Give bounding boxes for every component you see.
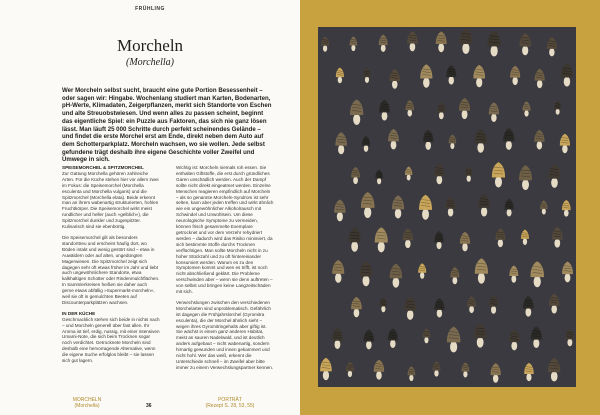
morel-mushroom — [321, 36, 329, 51]
morel-mushroom — [548, 358, 560, 382]
morel-mushroom — [434, 298, 444, 317]
footer-left-subtitle: (Morchella) — [74, 403, 100, 409]
footer-right-title: PORTRÄT — [218, 397, 242, 403]
morel-mushroom — [549, 294, 559, 314]
morel-mushroom — [547, 37, 557, 56]
morel-mushroom — [552, 227, 563, 248]
morel-mushroom — [334, 199, 345, 221]
section-heading-species: SPEISEMORCHEL & SPITZMORCHEL — [62, 165, 144, 170]
footer-left — [62, 397, 112, 409]
section-heading-kitchen: IN DER KÜCHE — [62, 310, 96, 316]
morel-mushroom — [375, 169, 383, 184]
morel-mushroom — [487, 31, 501, 57]
body-paragraph: Zur Gattung Morchella gehören zahlreiche Arten. Für die Küche stehen hier vor allem zwei im Fokus: die Speisemorchel (Morchella esculenta und Morchella vulgaris) und die Spitzmorchel (Morchella elata). Beide erkennt man an ihrem wabenartig strukturierten, hohlen Fruchtkörper. Die Speisemorchel wirkt meist rundlicher und heller (auch »gelblich«), die Spitzmorchel dunkler und zugespitzter. Kulinarisch sind sie ebenbürtig. — [62, 170, 159, 230]
section-label: FRÜHLING — [135, 6, 165, 12]
morel-mushroom — [374, 360, 384, 380]
morel-mushroom — [467, 296, 476, 313]
morel-mushroom — [351, 167, 360, 184]
morel-mushroom — [434, 231, 443, 249]
morel-mushroom — [407, 366, 415, 381]
morel-mushroom — [332, 260, 344, 283]
morel-mushroom — [364, 329, 374, 349]
morel-mushroom — [474, 129, 486, 153]
morel-mushroom — [473, 65, 485, 87]
morel-mushroom — [405, 166, 412, 180]
morel-mushroom — [390, 69, 400, 89]
morel-mushroom — [510, 66, 520, 85]
morel-mushroom — [419, 195, 432, 220]
morel-mushroom — [491, 363, 501, 383]
morel-mushroom — [478, 194, 490, 216]
morel-mushroom — [420, 64, 432, 87]
morel-mushroom — [519, 165, 532, 190]
page-subtitle: (Morchella) — [126, 57, 174, 68]
morel-mushroom — [348, 227, 361, 251]
footer-left-title: MORCHELN — [72, 397, 102, 403]
morel-mushroom — [475, 258, 488, 283]
morel-mushroom — [565, 329, 574, 347]
morel-mushroom — [461, 362, 469, 377]
morel-mushroom — [320, 358, 332, 380]
morel-mushroom — [388, 328, 398, 348]
body-paragraph: Wichtig ist: Morcheln niemals roh essen. Sie enthalten Giftstoffe, die erst durch gründliches Garen unschädlich werden. Auch der Dampf sollte nicht direkt eingeatmet werden. Einzelne Menschen reagieren empfindlich auf Morcheln – als so genannte Morcheln-Syndrom ist sehr selten, kann aber jeden treffen und wirkt ähnlich wie ein ungewöhnlicher Alkoholrausch mit Schwindel und Unwohlsein. Um diese neurologische Symptome zu vermeiden, können frisch gesammelte Exemplare getrocknet und vor dem Verzehr rehydriert werden – dadurch wird das Risiko minimiert, da sich bestimmte Stoffe durchs Trocknen verflüchtigen. Man sollte Morcheln nicht in zu hoher Stückzahl und zu oft hintereinander konsumiert werden. Warum es zu den Symptomen kommt und wen es trifft, ist noch nicht abschließend geklärt. Die Probleme verschwinden aber – wenn sie denn auftreten – von selbst und bringen keine Langzeitschäden mit sich. — [176, 165, 274, 295]
morel-mushroom — [361, 192, 375, 218]
text-column-left — [62, 165, 160, 369]
body-paragraph: Geschmacklich stehen sich beide in nichts nach – und Morcheln generell über fast allen. Ihr Aroma ist tief, erdig, nussig, mit einer intensiven Umami-Note, die sich beim Trocknen sogar noch verdichtet. Getrocknete Morcheln sind deshalb eine hervorragende Alternative, wenn die eigene Suche erfolglos bleibt – sie lassen sich gut lagern. — [62, 316, 160, 364]
morel-mushroom — [459, 28, 472, 54]
morel-mushroom — [390, 264, 402, 288]
morel-mushroom — [459, 98, 470, 119]
morel-mushroom — [407, 31, 417, 51]
morel-mushroom — [561, 63, 573, 86]
morel-mushroom — [405, 100, 414, 117]
morel-mushroom — [362, 136, 370, 152]
morel-mushroom — [432, 361, 440, 377]
morel-mushroom — [509, 329, 520, 350]
morel-mushroom — [489, 296, 498, 314]
morel-mushroom — [521, 230, 529, 245]
morel-mushroom — [434, 164, 445, 185]
morel-mushroom — [562, 262, 573, 283]
morel-mushroom — [346, 362, 354, 377]
morel-mushroom — [350, 99, 363, 125]
morel-mushroom — [530, 261, 544, 287]
morel-mushroom — [445, 197, 455, 217]
morel-mushroom — [450, 267, 459, 284]
morel-mushroom — [359, 261, 372, 286]
morel-mushroom — [523, 101, 531, 116]
morel-mushroom — [524, 363, 534, 381]
morel-mushroom — [388, 129, 399, 150]
morel-mushroom — [379, 35, 388, 52]
morel-mushroom — [447, 327, 461, 353]
morel-mushroom — [404, 297, 416, 320]
morel-mushroom — [403, 228, 413, 248]
morel-mushroom — [335, 132, 347, 154]
morel-mushroom — [446, 65, 456, 84]
morel-mushroom — [449, 134, 457, 149]
morel-mushroom — [540, 200, 547, 214]
page-number: 36 — [146, 403, 152, 409]
morel-mushroom — [495, 228, 505, 247]
body-paragraph: Verwechslungen zwischen den verschiedenen Morchelarten sind unproblematisch. Gefährlich ist dagegen die Frühjahrslorchel (Gyromitra esculenta), die der Morchel ähnlich sieht – wegen ihres Gyromitringehalts aber giftig ist. Sie wächst in einem ganz anderen Habitat, meist an sauren Nadelwald, und ist deutlich anders aufgebaut – nicht wabenartig, sondern hirnartig gewunden und innen gekammert und nicht hohl. Wer das weiß, erkennt die Unterschiede schnell – im Zweifel aber bitte immer zu einem Verwechslungspartner kennen. — [176, 299, 274, 370]
morel-mushroom — [363, 68, 371, 83]
morel-mushroom — [534, 130, 544, 150]
morel-mushroom — [548, 164, 560, 188]
morel-mushroom — [562, 200, 571, 217]
morel-mushroom — [423, 130, 433, 150]
morel-mushroom — [437, 102, 446, 119]
page-title: Morcheln — [116, 36, 184, 55]
morel-mushroom — [350, 36, 358, 51]
morel-mushroom — [418, 263, 426, 278]
morel-mushroom — [392, 195, 404, 218]
morel-mushroom — [379, 100, 390, 121]
morel-illustration — [318, 27, 576, 387]
body-paragraph: Die Speisemorchel gilt als besonders standorttreu und erscheint häufig dort, wo Böden intakt und wenig gestört sind – etwa in Auwäldern oder auf alten, ungedüngten Magerwiesen. Die Spitzmorchel zeigt sich dagegen sehr oft etwas früher im Jahr und liebt auch ungewöhnlichere Standorte, etwa kalkhaltigen Schotter oder Rindenmulchflächen. In Sammlerkreisen heißen sie daher auch gerne etwas abfällig »Supermarkt-morcheln«, weil sie oft in gemulchten Beeten auf Discounterparkplätzen wachsen. — [62, 234, 160, 305]
morel-mushroom — [460, 232, 470, 252]
morel-mushroom — [519, 33, 531, 55]
morel-mushroom — [351, 297, 362, 317]
morel-mushroom — [436, 31, 447, 52]
text-column-right — [176, 165, 274, 376]
morel-mushroom — [465, 166, 473, 181]
morel-mushroom — [509, 265, 518, 282]
morel-mushroom — [560, 134, 570, 154]
morel-mushroom — [531, 326, 542, 348]
morel-mushroom — [332, 328, 343, 349]
morel-mushroom — [375, 227, 388, 252]
morel-mushroom — [503, 128, 514, 150]
morel-mushroom — [523, 296, 534, 317]
intro-paragraph: Wer Morcheln selbst sucht, braucht eine gute Portion Besessenheit – oder sagen wir: Hingabe. Wochenlang studiert man Karten, Bodenarten, pH-Werte, Klimadaten, Zeigerpflanzen, merkt sich Standorte von Eschen und alte Streuobstwiesen. Und wenn alles zu passen scheint, beginnt das eigentliche Spiel: ein Puzzle aus Faktoren, das sich nie ganz lösen lässt. Man läuft 25 000 Schritte durch perfekt scheinendes Gelände – und findet die erste Morchel erst am Ende, direkt neben dem Auto auf dem Schotterparkplatz. Morcheln wachsen, wo sie wollen. Jede selbst gefundene trägt deshalb ihre eigene Geschichte voller Zweifel und Umwege in sich. — [62, 87, 272, 164]
morel-mushroom — [554, 101, 561, 115]
morel-mushroom — [489, 102, 499, 122]
morel-mushroom — [535, 69, 545, 89]
morel-mushroom — [336, 68, 344, 84]
morel-mushroom — [379, 297, 387, 312]
morel-mushroom — [474, 323, 487, 347]
morel-mushroom — [492, 162, 505, 187]
morel-mushroom — [423, 328, 431, 343]
morel-mushroom — [504, 199, 513, 217]
footer-right — [195, 397, 265, 409]
morel-photograph — [318, 27, 576, 387]
footer-right-subtitle: (Rezept S. 28, 53, 55) — [205, 403, 255, 409]
